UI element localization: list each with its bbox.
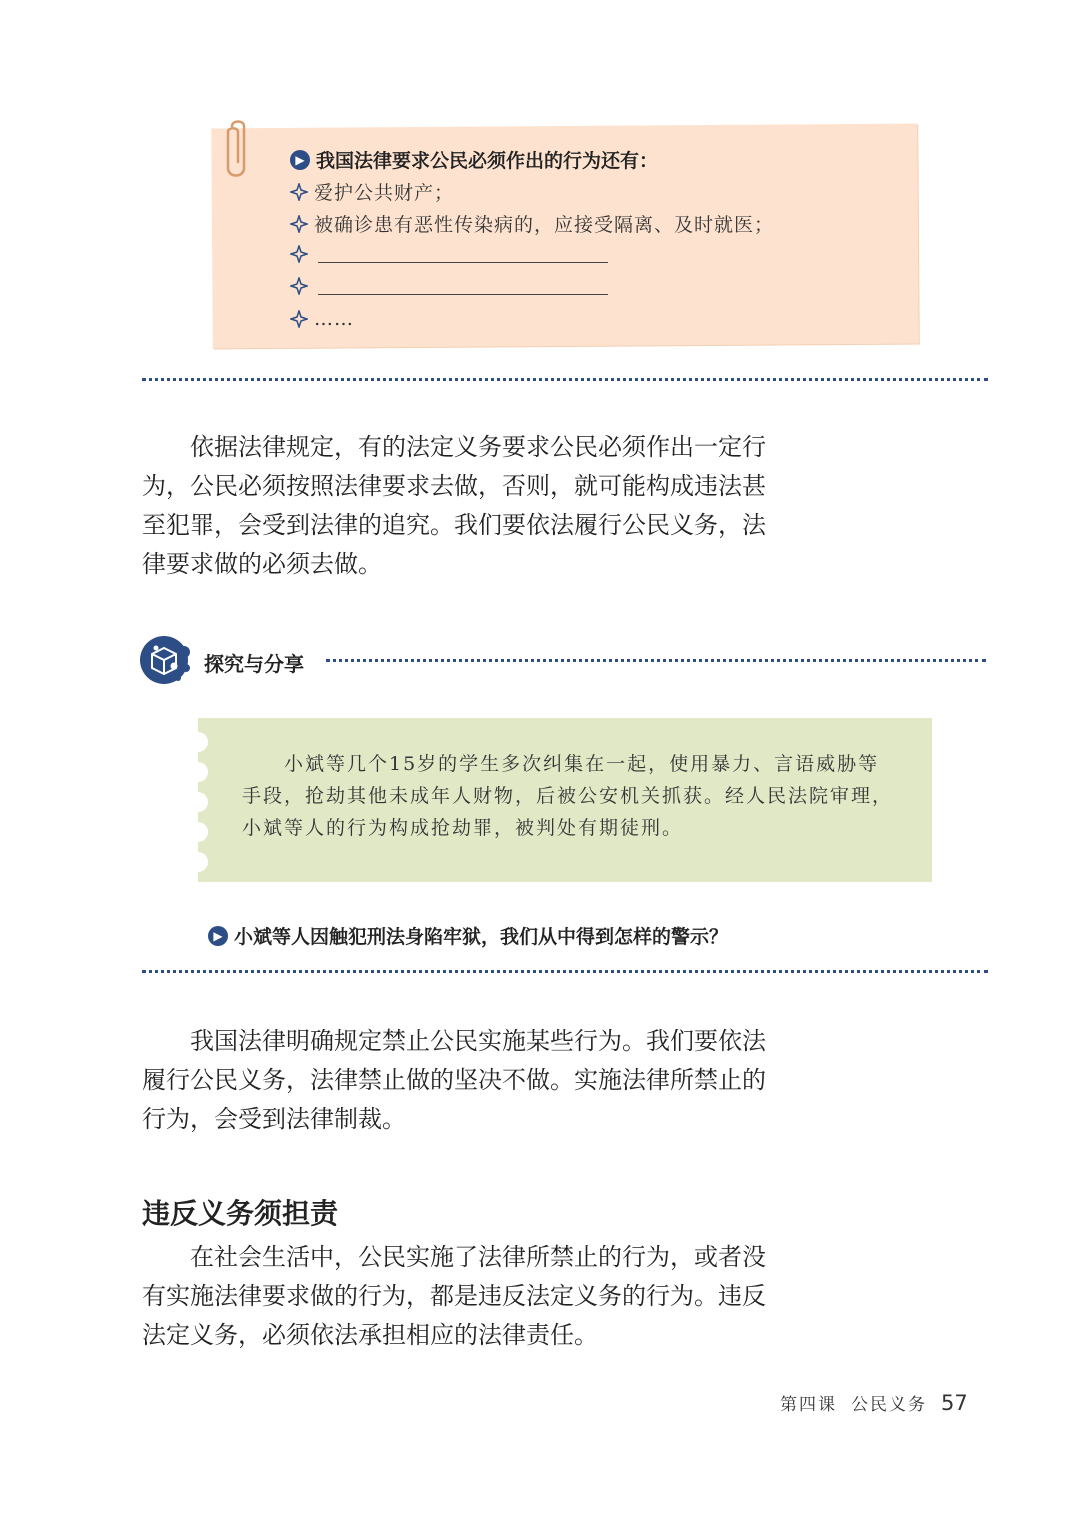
paragraph: 依据法律规定，有的法定义务要求公民必须作出一定行为，公民必须按照法律要求去做，否则，就可能构成违法甚至犯罪，会受到法律的追究。我们要依法履行公民义务，法律要求做的必须去做。 xyxy=(142,433,766,578)
divider xyxy=(326,659,986,662)
explore-icon xyxy=(140,632,194,686)
note-heading: ▶ 我国法律要求公民必须作出的行为还有： xyxy=(290,146,658,173)
divider xyxy=(142,970,988,973)
page-number: 57 xyxy=(941,1391,968,1415)
footer-lesson: 第四课 xyxy=(780,1395,837,1415)
footer-topic: 公民义务 xyxy=(851,1395,927,1415)
note-item: …… xyxy=(290,308,354,330)
section-label: 探究与分享 xyxy=(204,652,304,676)
note-item: 爱护公共财产； xyxy=(290,178,454,205)
star-bullet-icon xyxy=(290,183,308,201)
paragraph: 在社会生活中，公民实施了法律所禁止的行为，或者没有实施法律要求做的行为，都是违反法定义务的行为。违反法定义务，必须依法承担相应的法律责任。 xyxy=(142,1243,766,1349)
discussion-question: ▶ 小斌等人因触犯刑法身陷牢狱，我们从中得到怎样的警示？ xyxy=(208,922,728,949)
star-bullet-icon xyxy=(290,215,308,233)
paragraph: 我国法律明确规定禁止公民实施某些行为。我们要依法履行公民义务，法律禁止做的坚决不做。实施法律所禁止的行为，会受到法律制裁。 xyxy=(142,1027,766,1133)
note-item: 被确诊患有恶性传染病的，应接受隔离、及时就医； xyxy=(290,210,774,237)
note-item-blank xyxy=(290,244,608,263)
fill-in-blank[interactable] xyxy=(318,276,608,295)
fill-in-blank[interactable] xyxy=(318,244,608,263)
divider xyxy=(142,378,988,381)
arrow-bullet-icon: ▶ xyxy=(208,926,228,946)
paperclip-icon xyxy=(222,118,254,180)
star-bullet-icon xyxy=(290,245,308,263)
section-heading: 违反义务须担责 xyxy=(142,1197,339,1230)
star-bullet-icon xyxy=(290,310,308,328)
arrow-bullet-icon: ▶ xyxy=(290,150,310,170)
star-bullet-icon xyxy=(290,277,308,295)
case-text: 小斌等几个15岁的学生多次纠集在一起，使用暴力、言语威胁等手段，抢劫其他未成年人财物，后被公安机关抓获。经人民法院审理，小斌等人的行为构成抢劫罪，被判处有期徒刑。 xyxy=(242,753,894,839)
page-footer xyxy=(780,1390,968,1415)
note-item-blank xyxy=(290,276,608,295)
